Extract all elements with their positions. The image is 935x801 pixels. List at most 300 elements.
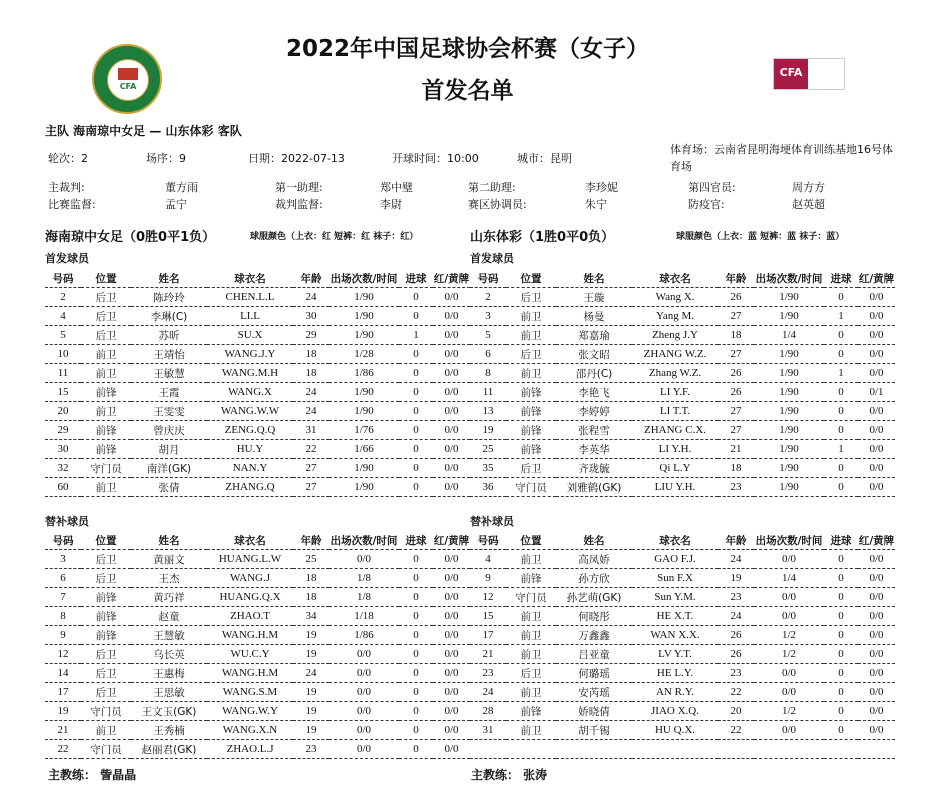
- column-header-name: 姓名: [131, 270, 207, 288]
- player-goals: 0: [399, 364, 433, 383]
- player-shirt-name: ZHAO.L.J: [207, 740, 293, 759]
- player-goals: 0: [824, 626, 858, 645]
- player-cards: 0/0: [433, 664, 470, 683]
- player-cards: 0/0: [433, 440, 470, 459]
- player-position: 前锋: [81, 588, 131, 607]
- player-number: 5: [45, 326, 81, 345]
- player-number: 8: [45, 607, 81, 626]
- player-age: 27: [718, 421, 754, 440]
- cfa-brand-logo: CFA: [773, 58, 845, 90]
- player-appearances: 1/90: [329, 326, 399, 345]
- player-position: 后卫: [506, 459, 556, 478]
- player-number: 19: [45, 702, 81, 721]
- player-age: 23: [718, 478, 754, 497]
- player-row: [470, 326, 895, 345]
- player-number: 28: [470, 702, 506, 721]
- away-subs-table: [470, 532, 895, 759]
- player-position: 前锋: [506, 402, 556, 421]
- player-position: 后卫: [81, 326, 131, 345]
- column-header-goals: 进球: [824, 532, 858, 550]
- player-goals: 1: [824, 440, 858, 459]
- player-name: 万鑫鑫: [556, 626, 632, 645]
- home-team-record: 海南琼中女足（0胜0平1负）: [45, 230, 216, 245]
- player-age: 24: [718, 550, 754, 569]
- player-shirt-name: WANG.S.M: [207, 683, 293, 702]
- player-appearances: 0/0: [754, 550, 824, 569]
- player-number: 6: [45, 569, 81, 588]
- player-age: 18: [293, 569, 329, 588]
- player-row: [470, 383, 895, 402]
- player-number: 2: [470, 288, 506, 307]
- player-appearances: 1/90: [754, 402, 824, 421]
- player-cards: 0/0: [858, 478, 895, 497]
- player-row: [45, 588, 470, 607]
- player-number: 21: [45, 721, 81, 740]
- player-number: 3: [470, 307, 506, 326]
- player-goals: 0: [399, 478, 433, 497]
- player-goals: 0: [824, 607, 858, 626]
- player-position: 后卫: [81, 664, 131, 683]
- player-age: 24: [293, 288, 329, 307]
- player-name: 胡千锡: [556, 721, 632, 740]
- player-shirt-name: WANG.X: [207, 383, 293, 402]
- player-position: 前锋: [506, 421, 556, 440]
- player-name: 李琳(C): [131, 307, 207, 326]
- player-position: 守门员: [506, 588, 556, 607]
- player-name: 娇晓倩: [556, 702, 632, 721]
- player-name: 王雯雯: [131, 402, 207, 421]
- player-goals: 0: [399, 607, 433, 626]
- player-shirt-name: Wang X.: [632, 288, 718, 307]
- player-row: [45, 721, 470, 740]
- column-header-appearances: 出场次数/时间: [754, 270, 824, 288]
- player-name: 王秀楠: [131, 721, 207, 740]
- player-appearances: 1/90: [329, 288, 399, 307]
- player-number: 23: [470, 664, 506, 683]
- player-number: 10: [45, 345, 81, 364]
- player-name: 李艳飞: [556, 383, 632, 402]
- player-cards: 0/0: [433, 740, 470, 759]
- player-appearances: 0/0: [754, 664, 824, 683]
- player-cards: 0/0: [858, 440, 895, 459]
- player-number: 9: [470, 569, 506, 588]
- player-cards: 0/0: [433, 721, 470, 740]
- player-goals: 0: [399, 569, 433, 588]
- player-position: 前锋: [81, 440, 131, 459]
- home-starters-table: [45, 270, 470, 497]
- player-row: [45, 607, 470, 626]
- player-name: 王靖怡: [131, 345, 207, 364]
- official-name: 郑中璧: [380, 181, 413, 194]
- column-header-shirt-name: 球衣名: [207, 270, 293, 288]
- player-appearances: 1/2: [754, 702, 824, 721]
- player-appearances: 1/90: [329, 459, 399, 478]
- player-cards: 0/0: [858, 307, 895, 326]
- player-cards: 0/0: [858, 550, 895, 569]
- player-row: [470, 478, 895, 497]
- kickoff-time: 开球时间：10:00: [392, 152, 479, 165]
- player-position: 前卫: [81, 478, 131, 497]
- player-row: [470, 607, 895, 626]
- player-name: 李婷婷: [556, 402, 632, 421]
- player-position: 后卫: [81, 288, 131, 307]
- player-row: [470, 664, 895, 683]
- player-appearances: 1/4: [754, 326, 824, 345]
- player-age: 18: [293, 588, 329, 607]
- player-age: 24: [293, 383, 329, 402]
- player-row: [45, 683, 470, 702]
- match-line: 主队 海南琼中女足 — 山东体彩 客队: [45, 124, 242, 138]
- player-row: [45, 569, 470, 588]
- player-age: 18: [718, 459, 754, 478]
- home-subs-table: [45, 532, 470, 759]
- column-header-name: 姓名: [131, 532, 207, 550]
- player-age: 27: [718, 402, 754, 421]
- player-position: 前锋: [81, 421, 131, 440]
- player-appearances: 0/0: [329, 740, 399, 759]
- player-age: 24: [718, 607, 754, 626]
- city: 城市：昆明: [517, 152, 572, 165]
- player-number: 14: [45, 664, 81, 683]
- player-row: [45, 402, 470, 421]
- away-coach: 主教练： 张涛: [471, 768, 548, 782]
- player-shirt-name: HU.Y: [207, 440, 293, 459]
- player-cards: 0/0: [858, 664, 895, 683]
- player-goals: 0: [399, 421, 433, 440]
- player-position: 前锋: [81, 607, 131, 626]
- player-goals: 0: [824, 478, 858, 497]
- player-row: [45, 478, 470, 497]
- player-row: [45, 421, 470, 440]
- player-appearances: 0/0: [329, 645, 399, 664]
- player-appearances: 1/86: [329, 364, 399, 383]
- player-shirt-name: WAN X.X.: [632, 626, 718, 645]
- player-cards: 0/0: [433, 402, 470, 421]
- player-number: 35: [470, 459, 506, 478]
- column-header-age: 年龄: [718, 532, 754, 550]
- player-name: 李英华: [556, 440, 632, 459]
- player-number: 8: [470, 364, 506, 383]
- player-shirt-name: ZENG.Q.Q: [207, 421, 293, 440]
- player-row: [45, 459, 470, 478]
- player-cards: 0/0: [858, 721, 895, 740]
- player-shirt-name: WANG.W.Y: [207, 702, 293, 721]
- player-goals: 0: [399, 440, 433, 459]
- player-cards: 0/0: [433, 607, 470, 626]
- official-role: 第二助理:: [468, 181, 516, 194]
- player-row: [470, 702, 895, 721]
- player-cards: 0/0: [433, 588, 470, 607]
- player-name: 孙艺萌(GK): [556, 588, 632, 607]
- player-number: 13: [470, 402, 506, 421]
- column-header-name: 姓名: [556, 532, 632, 550]
- player-row: [470, 569, 895, 588]
- away-subs-label: 替补球员: [470, 515, 514, 528]
- player-position: 前锋: [506, 440, 556, 459]
- player-row: [470, 440, 895, 459]
- player-shirt-name: GAO F.J.: [632, 550, 718, 569]
- player-cards: 0/0: [858, 421, 895, 440]
- player-cards: 0/0: [433, 569, 470, 588]
- player-appearances: 1/8: [329, 588, 399, 607]
- player-name: 陈玲玲: [131, 288, 207, 307]
- player-name: 黄丽文: [131, 550, 207, 569]
- player-name: 王文玉(GK): [131, 702, 207, 721]
- player-age: 18: [293, 364, 329, 383]
- player-cards: 0/0: [858, 569, 895, 588]
- page-subtitle: 首发名单: [421, 78, 514, 104]
- player-age: 19: [293, 702, 329, 721]
- official-name: 董方雨: [165, 181, 198, 194]
- away-starters-label: 首发球员: [470, 252, 514, 265]
- player-cards: 0/0: [858, 364, 895, 383]
- column-header-number: 号码: [45, 270, 81, 288]
- player-cards: 0/0: [433, 550, 470, 569]
- player-shirt-name: HU Q.X.: [632, 721, 718, 740]
- player-name: 乌长英: [131, 645, 207, 664]
- player-appearances: 1/90: [754, 364, 824, 383]
- player-row: [45, 645, 470, 664]
- column-header-cards: 红/黄牌: [433, 270, 470, 288]
- player-cards: 0/0: [858, 626, 895, 645]
- column-header-goals: 进球: [824, 270, 858, 288]
- player-cards: 0/0: [433, 478, 470, 497]
- column-header-position: 位置: [506, 270, 556, 288]
- player-shirt-name: WANG.H.M: [207, 626, 293, 645]
- player-goals: 0: [824, 721, 858, 740]
- player-appearances: 1/90: [329, 383, 399, 402]
- player-cards: 0/0: [858, 459, 895, 478]
- player-goals: 0: [399, 288, 433, 307]
- player-name: 安芮瑶: [556, 683, 632, 702]
- player-number: 11: [45, 364, 81, 383]
- column-header-shirt-name: 球衣名: [632, 532, 718, 550]
- player-appearances: 1/8: [329, 569, 399, 588]
- player-age: 27: [293, 478, 329, 497]
- match-date: 日期：2022-07-13: [248, 152, 345, 165]
- player-appearances: 1/90: [754, 478, 824, 497]
- player-number: 31: [470, 721, 506, 740]
- player-position: 前卫: [506, 626, 556, 645]
- player-shirt-name: Zheng J.Y: [632, 326, 718, 345]
- player-number: 36: [470, 478, 506, 497]
- player-shirt-name: WANG.M.H: [207, 364, 293, 383]
- column-header-name: 姓名: [556, 270, 632, 288]
- player-cards: 0/0: [858, 326, 895, 345]
- player-name: 杨曼: [556, 307, 632, 326]
- player-goals: 0: [824, 702, 858, 721]
- official-role: 防疫官:: [688, 198, 725, 211]
- player-cards: 0/0: [858, 588, 895, 607]
- player-goals: 0: [399, 626, 433, 645]
- player-appearances: 1/90: [329, 307, 399, 326]
- player-position: 前卫: [506, 307, 556, 326]
- player-row: [45, 288, 470, 307]
- player-appearances: 1/2: [754, 645, 824, 664]
- player-shirt-name: ZHANG.Q: [207, 478, 293, 497]
- player-position: 后卫: [81, 645, 131, 664]
- player-cards: 0/0: [858, 645, 895, 664]
- player-position: 前卫: [506, 607, 556, 626]
- column-header-goals: 进球: [399, 532, 433, 550]
- player-number: 17: [45, 683, 81, 702]
- player-cards: 0/0: [433, 459, 470, 478]
- player-goals: 1: [399, 326, 433, 345]
- player-appearances: 1/18: [329, 607, 399, 626]
- column-header-number: 号码: [470, 270, 506, 288]
- player-shirt-name: Sun F.X: [632, 569, 718, 588]
- player-appearances: 0/0: [754, 607, 824, 626]
- player-goals: 0: [399, 683, 433, 702]
- player-age: 23: [718, 664, 754, 683]
- player-cards: 0/0: [858, 607, 895, 626]
- player-position: 前锋: [506, 569, 556, 588]
- player-position: 前卫: [506, 683, 556, 702]
- player-row: [470, 402, 895, 421]
- player-goals: 0: [824, 588, 858, 607]
- column-header-age: 年龄: [293, 270, 329, 288]
- player-name: 吕亚童: [556, 645, 632, 664]
- column-header-shirt-name: 球衣名: [632, 270, 718, 288]
- player-name: 南洋(GK): [131, 459, 207, 478]
- player-appearances: 1/76: [329, 421, 399, 440]
- player-row: [470, 721, 895, 740]
- player-goals: 0: [399, 345, 433, 364]
- player-position: 前锋: [81, 383, 131, 402]
- empty-row: [470, 740, 895, 759]
- player-number: 15: [45, 383, 81, 402]
- player-cards: 0/0: [858, 345, 895, 364]
- player-position: 前卫: [81, 402, 131, 421]
- player-cards: 0/0: [858, 402, 895, 421]
- player-row: [470, 626, 895, 645]
- player-name: 王杰: [131, 569, 207, 588]
- player-name: 孙方欣: [556, 569, 632, 588]
- player-goals: 0: [824, 288, 858, 307]
- player-appearances: 1/90: [754, 421, 824, 440]
- player-shirt-name: HE X.T.: [632, 607, 718, 626]
- player-appearances: 1/90: [754, 383, 824, 402]
- player-goals: 0: [824, 345, 858, 364]
- player-age: 26: [718, 364, 754, 383]
- player-row: [45, 307, 470, 326]
- player-number: 6: [470, 345, 506, 364]
- home-coach: 主教练： 訾晶晶: [48, 768, 137, 782]
- player-cards: 0/1: [858, 383, 895, 402]
- official-role: 第四官员:: [688, 181, 736, 194]
- player-number: 21: [470, 645, 506, 664]
- player-goals: 0: [399, 307, 433, 326]
- cfa-emblem-logo: CFA: [92, 44, 162, 114]
- player-shirt-name: WANG.J.Y: [207, 345, 293, 364]
- player-age: 19: [293, 721, 329, 740]
- player-age: 23: [293, 740, 329, 759]
- player-position: 前卫: [81, 364, 131, 383]
- away-kit-colors: 球服颜色（上衣：蓝 短裤：蓝 袜子：蓝）: [676, 232, 845, 242]
- player-goals: 0: [824, 421, 858, 440]
- player-age: 29: [293, 326, 329, 345]
- player-age: 27: [718, 307, 754, 326]
- player-shirt-name: HE L.Y.: [632, 664, 718, 683]
- player-name: 王思敏: [131, 683, 207, 702]
- player-position: 前卫: [81, 345, 131, 364]
- player-row: [45, 364, 470, 383]
- player-appearances: 1/90: [754, 440, 824, 459]
- player-shirt-name: WANG.X.N: [207, 721, 293, 740]
- column-header-shirt-name: 球衣名: [207, 532, 293, 550]
- player-age: 18: [293, 345, 329, 364]
- player-cards: 0/0: [433, 288, 470, 307]
- player-cards: 0/0: [433, 326, 470, 345]
- player-appearances: 0/0: [329, 664, 399, 683]
- player-position: 前卫: [506, 550, 556, 569]
- column-header-appearances: 出场次数/时间: [329, 532, 399, 550]
- player-row: [45, 626, 470, 645]
- official-name: 朱宁: [585, 198, 607, 211]
- player-age: 24: [293, 664, 329, 683]
- player-name: 黄巧祥: [131, 588, 207, 607]
- official-role: 主裁判:: [48, 181, 85, 194]
- player-cards: 0/0: [433, 645, 470, 664]
- player-goals: 0: [824, 683, 858, 702]
- player-shirt-name: WANG.H.M: [207, 664, 293, 683]
- player-shirt-name: Yang M.: [632, 307, 718, 326]
- player-name: 曾庆庆: [131, 421, 207, 440]
- player-shirt-name: ZHANG C.X.: [632, 421, 718, 440]
- player-number: 17: [470, 626, 506, 645]
- official-name: 李珍妮: [585, 181, 618, 194]
- player-goals: 1: [824, 307, 858, 326]
- player-age: 22: [718, 683, 754, 702]
- player-number: 9: [45, 626, 81, 645]
- column-header-age: 年龄: [718, 270, 754, 288]
- player-number: 32: [45, 459, 81, 478]
- player-row: [470, 345, 895, 364]
- player-position: 守门员: [81, 459, 131, 478]
- player-goals: 0: [399, 645, 433, 664]
- player-row: [470, 307, 895, 326]
- player-goals: 0: [399, 383, 433, 402]
- player-age: 24: [293, 402, 329, 421]
- player-name: 王璇: [556, 288, 632, 307]
- player-age: 26: [718, 383, 754, 402]
- player-row: [470, 288, 895, 307]
- player-position: 前锋: [81, 626, 131, 645]
- player-shirt-name: WU.C.Y: [207, 645, 293, 664]
- away-team-record: 山东体彩（1胜0平0负）: [470, 230, 615, 245]
- player-goals: 0: [824, 645, 858, 664]
- home-subs-label: 替补球员: [45, 515, 89, 528]
- player-age: 20: [718, 702, 754, 721]
- player-number: 22: [45, 740, 81, 759]
- player-position: 前锋: [506, 383, 556, 402]
- player-appearances: 1/28: [329, 345, 399, 364]
- player-position: 前卫: [506, 364, 556, 383]
- player-cards: 0/0: [858, 683, 895, 702]
- column-header-appearances: 出场次数/时间: [329, 270, 399, 288]
- player-number: 24: [470, 683, 506, 702]
- player-age: 26: [718, 626, 754, 645]
- player-shirt-name: LI Y.H.: [632, 440, 718, 459]
- player-appearances: 1/90: [754, 307, 824, 326]
- player-position: 后卫: [81, 550, 131, 569]
- column-header-cards: 红/黄牌: [858, 532, 895, 550]
- player-position: 后卫: [506, 288, 556, 307]
- player-name: 赵丽君(GK): [131, 740, 207, 759]
- player-number: 4: [470, 550, 506, 569]
- player-row: [470, 683, 895, 702]
- home-starters-label: 首发球员: [45, 252, 89, 265]
